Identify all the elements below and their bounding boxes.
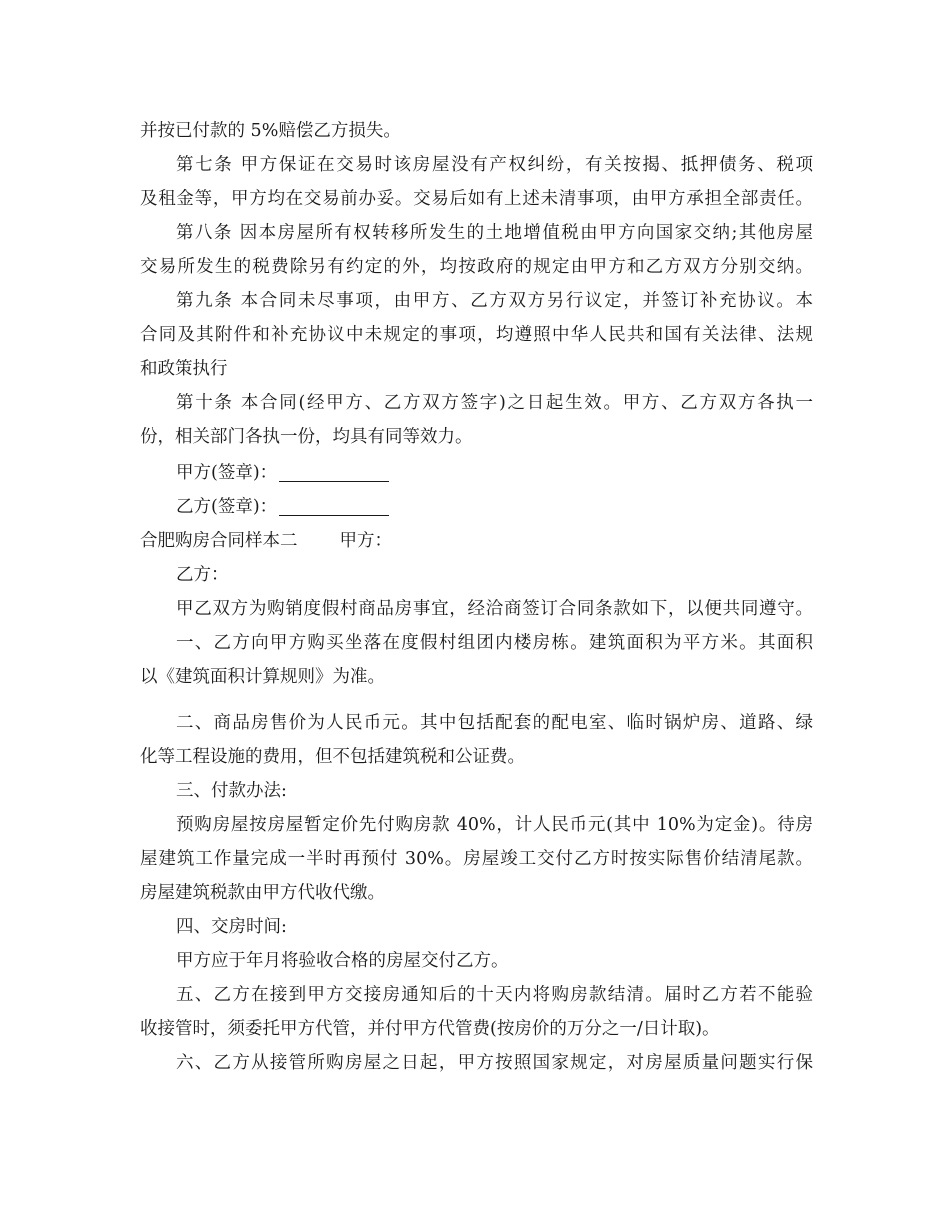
- party-b-signature: [176, 490, 389, 524]
- text-line: 并按已付款的 5%赔偿乙方损失。: [140, 121, 401, 141]
- sample-two-title: 合肥购房合同样本二: [140, 531, 298, 551]
- signature-blank: [279, 493, 389, 516]
- clause-3-line-2: 屋建筑工作量完成一半时再预付 30%。房屋竣工交付乙方时按实际售价结清尾款。: [140, 849, 813, 869]
- clause-5-line-1: 五、乙方在接到甲方交接房通知后的十天内将购房款结清。届时乙方若不能验: [176, 985, 813, 1005]
- article-10-line-2: 份，相关部门各执一份，均具有同等效力。: [140, 427, 473, 447]
- clause-3-heading: 三、付款办法:: [176, 781, 287, 801]
- clause-4-heading: 四、交房时间:: [176, 917, 287, 937]
- clause-4-line-1: 甲方应于年月将验收合格的房屋交付乙方。: [176, 951, 509, 971]
- clause-1-line-2: 以《建筑面积计算规则》为准。: [140, 667, 385, 687]
- clause-6-line-1: 六、乙方从接管所购房屋之日起，甲方按照国家规定，对房屋质量问题实行保: [176, 1053, 813, 1073]
- article-7-line-2: 及租金等，甲方均在交易前办妥。交易后如有上述未清事项，由甲方承担全部责任。: [140, 189, 813, 209]
- party-a-signature: [176, 456, 389, 490]
- clause-5-line-2: 收接管时，须委托甲方代管，并付甲方代管费(按房价的万分之一/日计取)。: [140, 1019, 720, 1039]
- article-8-line-1: 第八条 因本房屋所有权转移所发生的土地增值税由甲方向国家交纳;其他房屋: [176, 223, 813, 243]
- article-9-line-3: 和政策执行: [140, 359, 228, 379]
- article-9-line-1: 第九条 本合同未尽事项，由甲方、乙方双方另行议定，并签订补充协议。本: [176, 291, 813, 311]
- clause-2-line-2: 化等工程设施的费用，但不包括建筑税和公证费。: [140, 747, 525, 767]
- party-a-signature-label: 甲方(签章)：: [176, 463, 278, 483]
- article-9-line-2: 合同及其附件和补充协议中未规定的事项，均遵照中华人民共和国有关法律、法规: [140, 325, 813, 345]
- party-b-signature-label: 乙方(签章)：: [176, 497, 278, 517]
- clause-3-line-3: 房屋建筑税款由甲方代收代缴。: [140, 883, 385, 903]
- party-b-label: 乙方：: [176, 565, 229, 585]
- preamble-line: 甲乙双方为购销度假村商品房事宜，经洽商签订合同条款如下，以便共同遵守。: [176, 599, 813, 619]
- clause-3-line-1: 预购房屋按房屋暂定价先付购房款 40%，计人民币元(其中 10%为定金)。待房: [176, 815, 813, 835]
- sample-two-header: [140, 524, 392, 558]
- party-a-label: 甲方：: [339, 531, 392, 551]
- signature-blank: [279, 459, 389, 482]
- clause-2-line-1: 二、商品房售价为人民币元。其中包括配套的配电室、临时锅炉房、道路、绿: [176, 713, 813, 733]
- article-8-line-2: 交易所发生的税费除另有约定的外，均按政府的规定由甲方和乙方双方分别交纳。: [140, 257, 813, 277]
- clause-1-line-1: 一、乙方向甲方购买坐落在度假村组团内楼房栋。建筑面积为平方米。其面积: [176, 633, 813, 653]
- article-7-line-1: 第七条 甲方保证在交易时该房屋没有产权纠纷，有关按揭、抵押债务、税项: [176, 155, 813, 175]
- article-10-line-1: 第十条 本合同(经甲方、乙方双方签字)之日起生效。甲方、乙方双方各执一: [176, 393, 813, 413]
